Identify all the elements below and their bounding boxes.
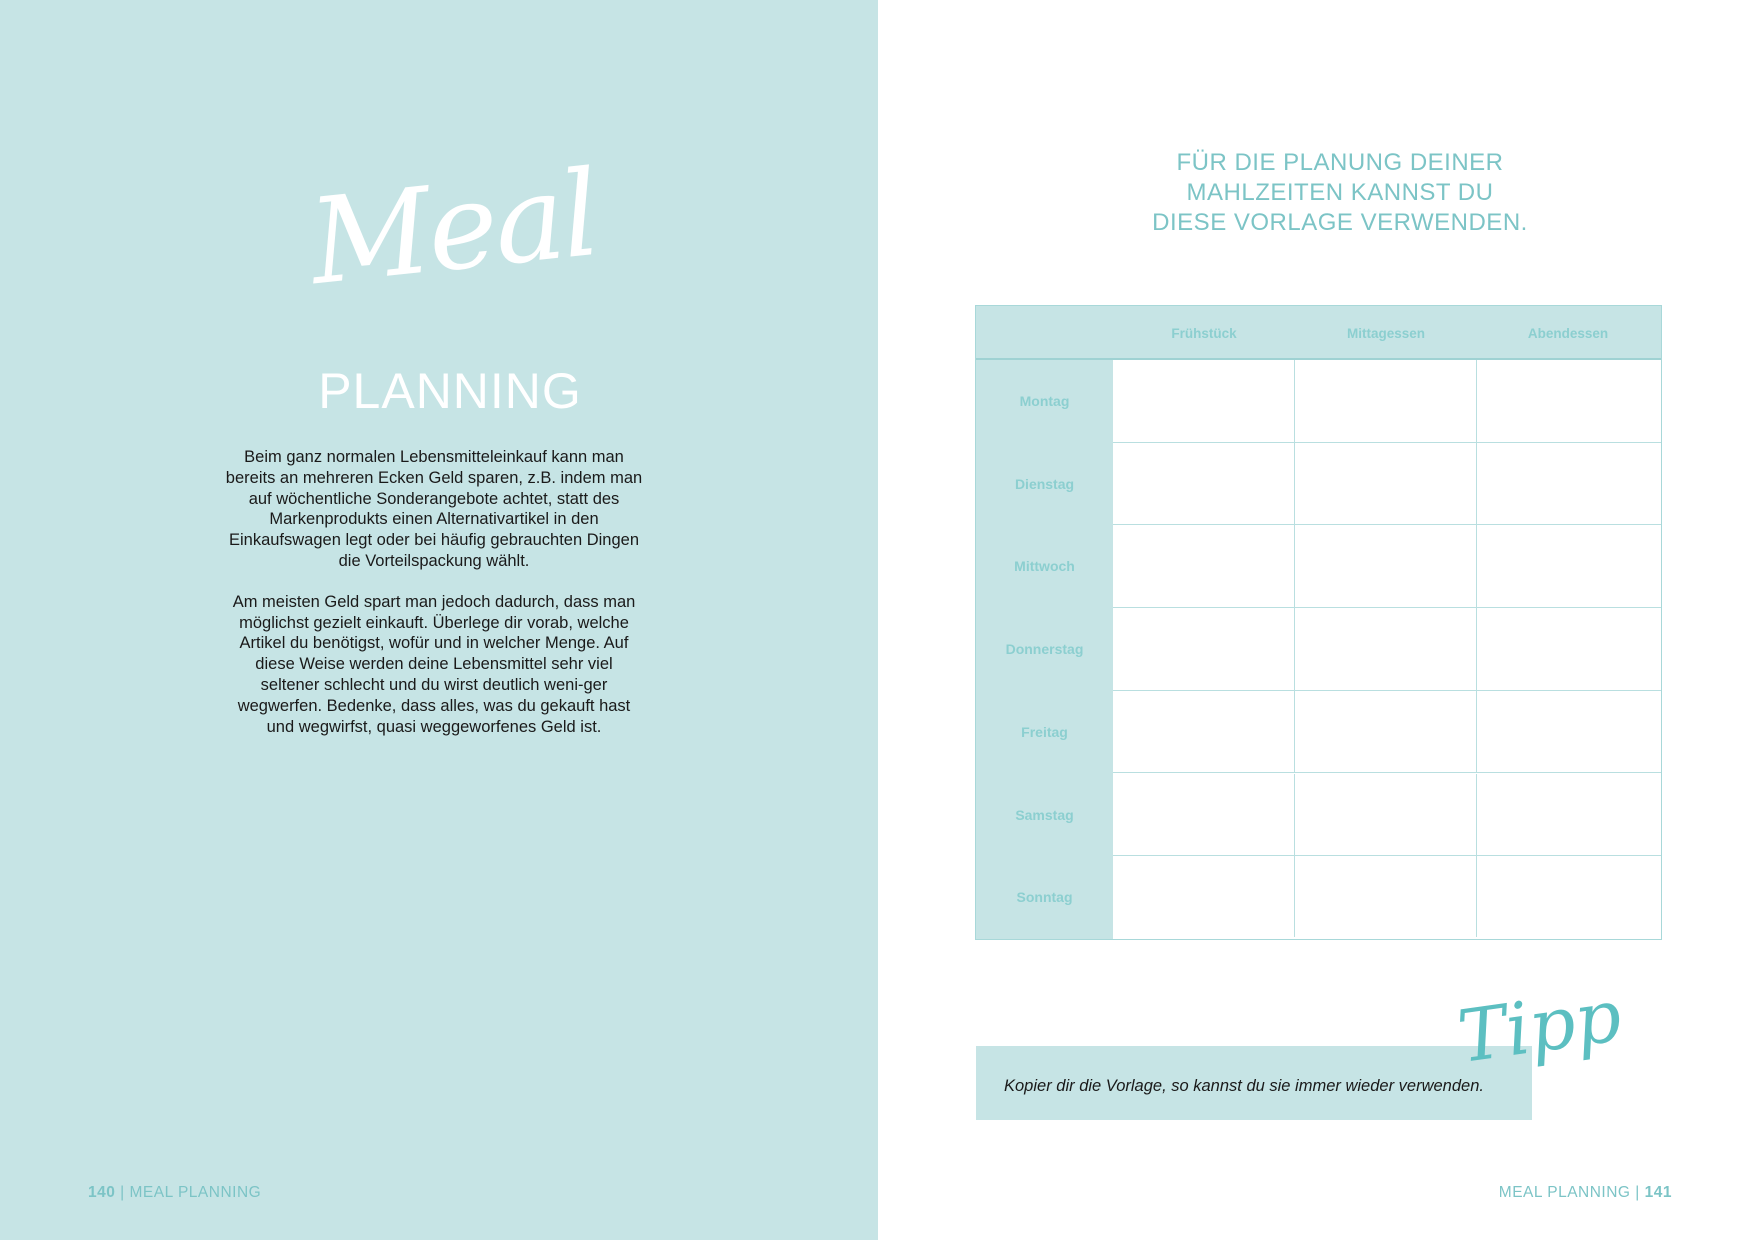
day-label: Donnerstag: [1005, 641, 1084, 658]
tipp-text: Kopier dir die Vorlage, so kannst du sie immer wieder verwenden.: [1004, 1077, 1484, 1095]
meal-cell[interactable]: [1113, 525, 1295, 608]
day-label: Dienstag: [1014, 475, 1075, 492]
column-header: Abendessen: [1527, 326, 1609, 341]
folio-label-right: MEAL PLANNING: [1498, 1184, 1631, 1201]
day-label: Montag: [1019, 393, 1070, 409]
heading-line-1: FÜR DIE PLANUNG DEINER: [1176, 149, 1504, 176]
meal-cell[interactable]: [1113, 774, 1295, 857]
page-heading: [1080, 148, 1600, 238]
day-label: Mittwoch: [1014, 558, 1075, 575]
meal-cell[interactable]: [1477, 525, 1661, 608]
column-header: Frühstück: [1171, 326, 1237, 341]
meal-cell[interactable]: [1295, 360, 1477, 443]
meal-cell[interactable]: [1295, 856, 1477, 937]
meal-cell[interactable]: [1477, 360, 1661, 443]
meal-cell[interactable]: [1113, 443, 1295, 526]
paragraph-2: Am meisten Geld spart man jedoch dadurch, dass man möglichst gezielt einkauft. Überlege dir vorab, welche Artikel du benötigst, wofür und in welcher Menge. Auf diese Weise werden deine Lebensmittel sehr viel seltener schlecht und du wirst deutlich weni-ger wegwerfen. Bedenke, dass alles, was du gekauft hast und wegwirfst, quasi weggeworfenes Geld ist.: [232, 592, 636, 736]
page-number-right: 141: [1644, 1184, 1672, 1201]
heading-line-3: DIESE VORLAGE VERWENDEN.: [1152, 209, 1528, 236]
folio-label-left: MEAL PLANNING: [129, 1184, 262, 1201]
day-label: Freitag: [1021, 723, 1068, 740]
meal-cell[interactable]: [1477, 774, 1661, 857]
folio-separator-right: |: [1630, 1184, 1645, 1201]
folio-separator-left: |: [115, 1184, 130, 1201]
meal-cell[interactable]: [1113, 360, 1295, 443]
paragraph-1: Beim ganz normalen Lebensmitteleinkauf kann man bereits an mehreren Ecken Geld sparen, z.B. indem man auf wöchentliche Sonderangebote achtet, statt des Markenprodukts einen Alternativartikel in den Einkaufswagen legt oder bei häufig gebrauchten Dingen die Vorteilspackung wählt.: [225, 448, 643, 570]
meal-cell[interactable]: [1477, 443, 1661, 526]
title-caps: PLANNING: [318, 363, 582, 419]
meal-cell[interactable]: [1295, 525, 1477, 608]
meal-cell[interactable]: [1295, 443, 1477, 526]
meal-plan-table: [975, 305, 1662, 940]
heading-line-2: MAHLZEITEN KANNST DU: [1186, 179, 1494, 206]
column-header: Mittagessen: [1346, 326, 1426, 341]
day-label: Sonntag: [1016, 889, 1073, 906]
folio-left: [88, 1184, 261, 1202]
meal-cell[interactable]: [1295, 691, 1477, 774]
tipp-script: Tipp: [1452, 973, 1627, 1079]
meal-cell[interactable]: [1113, 691, 1295, 774]
right-page: [878, 0, 1748, 1240]
title-script: Meal: [303, 143, 604, 312]
page-number-left: 140: [88, 1184, 116, 1201]
meal-cell[interactable]: [1113, 856, 1295, 937]
meal-cell[interactable]: [1477, 691, 1661, 774]
day-label: Samstag: [1015, 806, 1074, 823]
meal-cell[interactable]: [1113, 608, 1295, 691]
meal-cell[interactable]: [1477, 608, 1661, 691]
meal-cell[interactable]: [1477, 856, 1661, 937]
meal-cell[interactable]: [1295, 774, 1477, 857]
tipp-box: [976, 1046, 1532, 1120]
meal-cell[interactable]: [1295, 608, 1477, 691]
folio-right: [1499, 1184, 1672, 1202]
body-text: [224, 447, 644, 757]
